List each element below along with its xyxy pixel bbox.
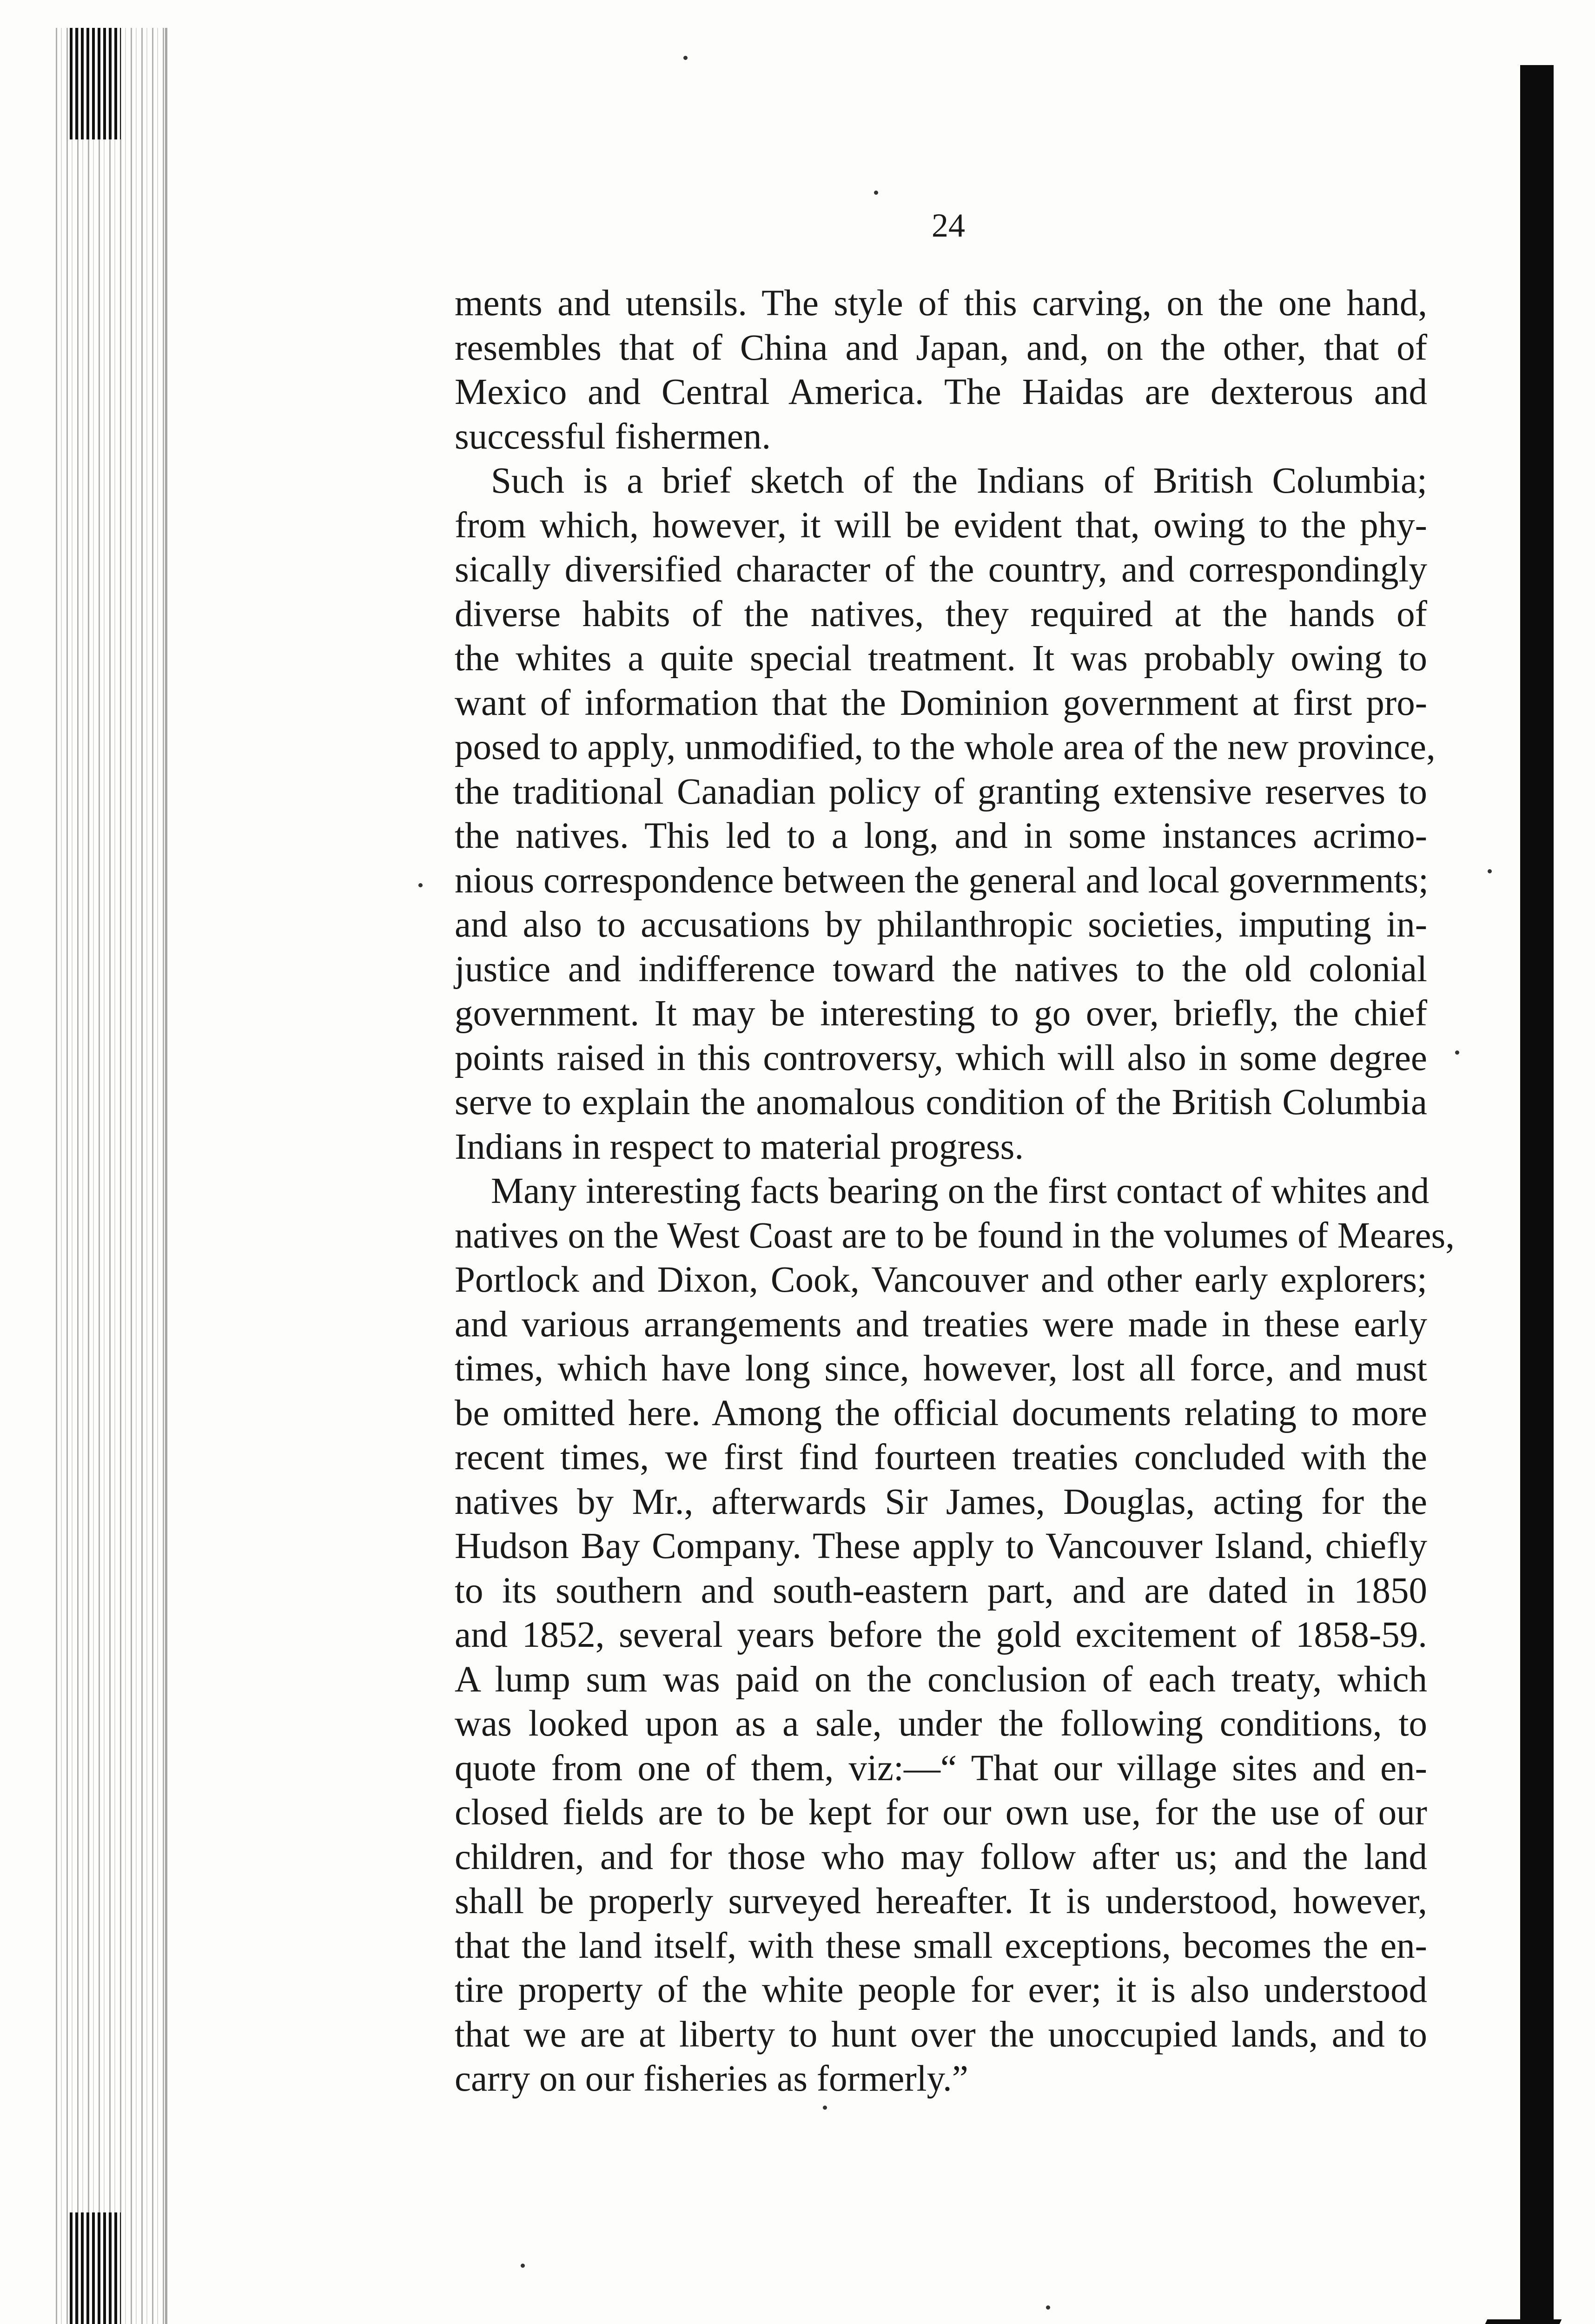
text-line: and also to accusations by philanthropic societies, imputing in- (455, 905, 1427, 945)
text-line: Mexico and Central America. The Haidas are dexterous and (455, 372, 1427, 412)
scan-speck (683, 56, 688, 60)
scan-speck (1488, 869, 1492, 873)
text-line: want of information that the Dominion government at first pro- (455, 682, 1427, 723)
text-line: points raised in this controversy, which will also in some degree (455, 1037, 1427, 1078)
text-line: Hudson Bay Company. These apply to Vancouver Island, chiefly (455, 1526, 1427, 1566)
text-line: Such is a brief sketch of the Indians of British Columbia; (491, 461, 1427, 501)
text-line: successful fishermen. (455, 416, 771, 457)
text-line: from which, however, it will be evident that, owing to the phy- (455, 505, 1427, 546)
right-page-edge-tail (1479, 2319, 1562, 2324)
text-line: and various arrangements and treaties were made in these early (455, 1304, 1427, 1345)
text-line: sically diversified character of the country, and correspondingly (455, 549, 1427, 590)
scan-speck (1046, 2305, 1050, 2310)
binding-gutter (56, 28, 167, 2324)
body-text (455, 281, 1455, 2101)
text-line: be omitted here. Among the official documents relating to more (455, 1393, 1427, 1433)
binding-shadow-bottom (70, 2212, 121, 2324)
text-line: the traditional Canadian policy of granting extensive reserves to (455, 771, 1427, 812)
text-line: Portlock and Dixon, Cook, Vancouver and other early explorers; (455, 1260, 1427, 1300)
scan-speck (418, 883, 423, 887)
text-line: Many interesting facts bearing on the first contact of whites and (491, 1171, 1430, 1211)
text-line: was looked upon as a sale, under the following conditions, to (455, 1703, 1427, 1744)
text-line: times, which have long since, however, lost all force, and must (455, 1348, 1427, 1389)
text-line: tire property of the white people for ever; it is also understood (455, 1970, 1427, 2010)
binding-shadow-top (70, 28, 121, 139)
text-line: posed to apply, unmodified, to the whole area of the new province, (455, 727, 1436, 767)
text-line: quote from one of them, viz:—“ That our village sites and en- (455, 1748, 1427, 1789)
scan-speck (823, 2106, 827, 2110)
text-line: the whites a quite special treatment. It was probably owing to (455, 638, 1427, 679)
text-line: ments and utensils. The style of this carving, on the one hand, (455, 283, 1427, 324)
text-line: shall be properly surveyed hereafter. It is understood, however, (455, 1881, 1427, 1921)
text-line: the natives. This led to a long, and in some instances acrimo- (455, 816, 1427, 856)
text-line: government. It may be interesting to go over, briefly, the chief (455, 993, 1427, 1034)
text-line: natives by Mr., afterwards Sir James, Douglas, acting for the (455, 1481, 1427, 1522)
text-line: A lump sum was paid on the conclusion of each treaty, which (455, 1659, 1427, 1700)
scan-speck (521, 2264, 525, 2268)
text-line: natives on the West Coast are to be found in the volumes of Meares, (455, 1215, 1455, 1256)
text-line: recent times, we first find fourteen treaties concluded with the (455, 1437, 1427, 1478)
text-line: carry on our fisheries as formerly.” (455, 2059, 968, 2099)
text-line: closed fields are to be kept for our own use, for the use of our (455, 1792, 1427, 1833)
text-line: that we are at liberty to hunt over the unoccupied lands, and to (455, 2014, 1427, 2055)
text-line: to its southern and south-eastern part, and are dated in 1850 (455, 1570, 1427, 1611)
text-line: Indians in respect to material progress. (455, 1126, 1024, 1167)
text-line: that the land itself, with these small exceptions, becomes the en- (455, 1925, 1427, 1966)
text-line: nious correspondence between the general and local governments; (455, 860, 1429, 901)
text-line: resembles that of China and Japan, and, on the other, that of (455, 327, 1427, 368)
text-line: and 1852, several years before the gold excitement of 1858-59. (455, 1615, 1427, 1655)
right-page-edge (1520, 65, 1554, 2324)
text-line: serve to explain the anomalous condition of the British Columbia (455, 1082, 1427, 1122)
text-line: justice and indifference toward the natives to the old colonial (455, 949, 1427, 990)
gutter-rule (165, 28, 167, 2324)
scan-speck (874, 191, 878, 195)
scan-speck (1455, 1050, 1459, 1055)
text-line: diverse habits of the natives, they required at the hands of (455, 594, 1427, 634)
text-line: children, and for those who may follow after us; and the land (455, 1836, 1427, 1877)
page-number: 24 (932, 207, 965, 244)
